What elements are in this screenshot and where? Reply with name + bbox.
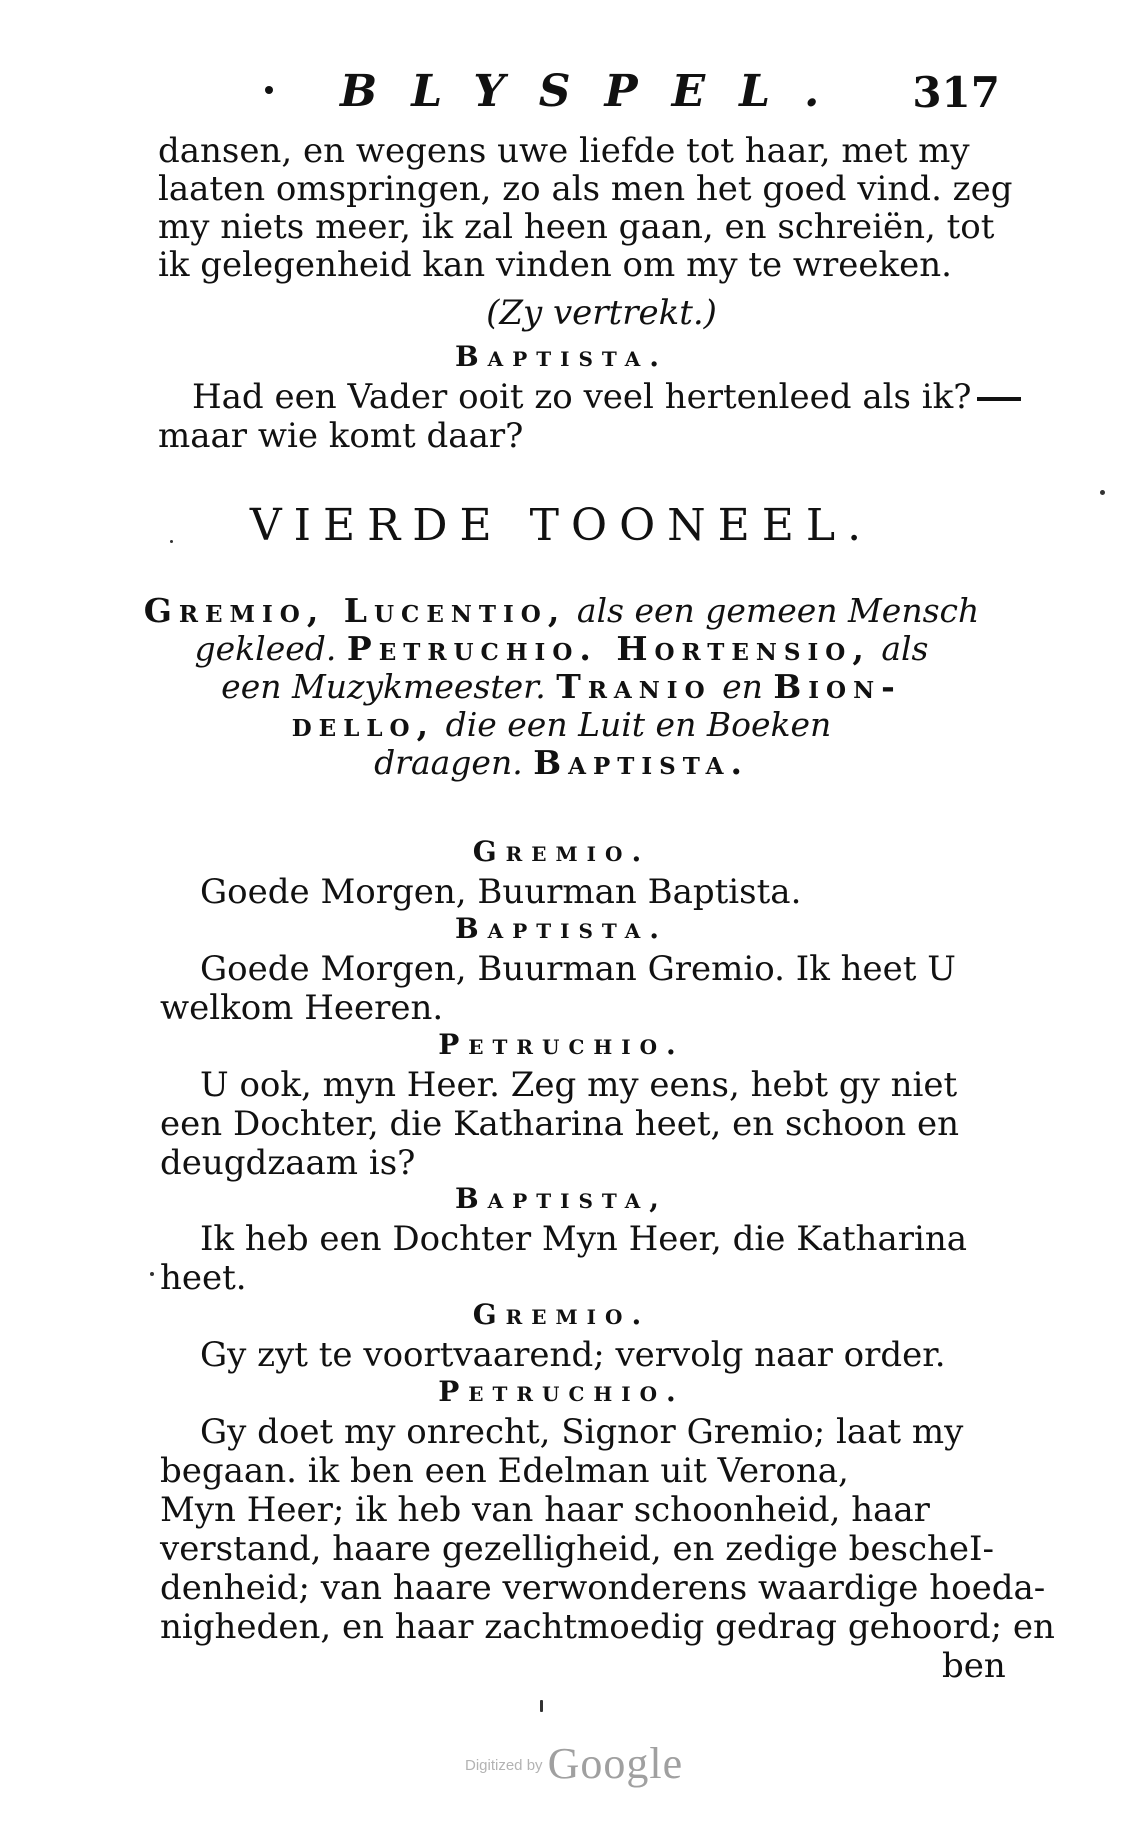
page-header bbox=[0, 66, 1123, 126]
cast-list bbox=[0, 592, 1123, 782]
speaker-heading: Gremio. bbox=[472, 1298, 651, 1331]
text-line: ik gelegenheid kan vinden om my te wreeken. bbox=[158, 245, 952, 285]
scene-title: VIERDE TOONEEL. bbox=[249, 500, 874, 551]
speaker-heading: Baptista. bbox=[455, 340, 668, 373]
scan-speck bbox=[150, 1272, 154, 1276]
stage-direction: (Zy vertrekt.) bbox=[486, 293, 717, 333]
cast-names: Bion- bbox=[773, 667, 902, 706]
scan-speck bbox=[1100, 490, 1105, 495]
speaker-heading: Gremio. bbox=[472, 835, 651, 868]
cast-description: een Muzykmeester. bbox=[221, 667, 546, 706]
speech-line: denheid; van haare verwonderens waardige hoeda- bbox=[160, 1568, 1046, 1608]
cast-description: draagen. bbox=[374, 743, 523, 782]
speech-line: Ik heb een Dochter Myn Heer, die Katharina bbox=[200, 1219, 968, 1259]
speech-line: Myn Heer; ik heb van haar schoonheid, haar bbox=[160, 1490, 930, 1530]
google-logo-icon: Google bbox=[547, 1739, 684, 1788]
cast-names: Baptista. bbox=[533, 743, 749, 782]
cast-line bbox=[0, 668, 1123, 706]
speaker-heading: Baptista. bbox=[455, 912, 668, 945]
speech-line: Gy zyt te voortvaarend; vervolg naar order. bbox=[200, 1335, 946, 1375]
cast-description: die een Luit en Boeken bbox=[445, 705, 832, 744]
cast-names: Petruchio. Hortensio, bbox=[346, 629, 871, 668]
speech-line: heet. bbox=[160, 1258, 247, 1298]
text-line: laaten omspringen, zo als men het goed vind. zeg bbox=[158, 169, 1013, 209]
cast-line bbox=[0, 592, 1123, 630]
cast-description: en bbox=[722, 667, 763, 706]
cast-description: als een gemeen Mensch bbox=[576, 591, 980, 630]
speaker-heading: Baptista, bbox=[455, 1182, 668, 1215]
running-title: BLYSPEL. bbox=[340, 66, 854, 117]
cast-names: dello, bbox=[291, 705, 436, 744]
speech-line: deugdzaam is? bbox=[160, 1143, 416, 1183]
speech-line: nigheden, en haar zachtmoedig gedrag gehoord; en bbox=[160, 1607, 1055, 1647]
scan-speck bbox=[170, 540, 173, 543]
speech-line-text: Had een Vader ooit zo veel hertenleed als ik? bbox=[192, 377, 972, 417]
speech-line: verstand, haare gezelligheid, en zedige bescheI- bbox=[160, 1529, 994, 1569]
speech-line: maar wie komt daar? bbox=[158, 416, 524, 456]
continuation-paragraph bbox=[158, 131, 1013, 285]
cast-line bbox=[0, 706, 1123, 744]
speech-line: een Dochter, die Katharina heet, en schoon en bbox=[160, 1104, 959, 1144]
dash-mark bbox=[977, 397, 1021, 401]
speech-line bbox=[192, 377, 1021, 417]
cast-names: Tranio bbox=[556, 667, 712, 706]
page-number: 317 bbox=[912, 68, 1000, 117]
speech-line: begaan. ik ben een Edelman uit Verona, bbox=[160, 1451, 849, 1491]
speaker-heading: Petruchio. bbox=[438, 1375, 685, 1408]
watermark-prefix: Digitized by bbox=[465, 1757, 543, 1774]
header-ornament-dot bbox=[265, 86, 273, 94]
catchword: ben bbox=[942, 1646, 1006, 1686]
cast-line bbox=[0, 630, 1123, 668]
cast-names: Gremio, Lucentio, bbox=[143, 591, 567, 630]
cast-line bbox=[0, 744, 1123, 782]
speech-line: Goede Morgen, Buurman Baptista. bbox=[200, 872, 802, 912]
speech-line: U ook, myn Heer. Zeg my eens, hebt gy niet bbox=[200, 1065, 958, 1105]
speech-line: Gy doet my onrecht, Signor Gremio; laat my bbox=[200, 1412, 964, 1452]
cast-description: gekleed. bbox=[194, 629, 337, 668]
text-line: dansen, en wegens uwe liefde tot haar, met my bbox=[158, 131, 970, 171]
speech-line: Goede Morgen, Buurman Gremio. Ik heet U bbox=[200, 949, 956, 989]
speaker-heading: Petruchio. bbox=[438, 1028, 685, 1061]
scan-speck bbox=[540, 1700, 543, 1712]
digitized-watermark bbox=[465, 1738, 683, 1789]
text-line: my niets meer, ik zal heen gaan, en schreiën, tot bbox=[158, 207, 995, 247]
cast-description: als bbox=[881, 629, 929, 668]
speech-line: welkom Heeren. bbox=[160, 988, 444, 1028]
